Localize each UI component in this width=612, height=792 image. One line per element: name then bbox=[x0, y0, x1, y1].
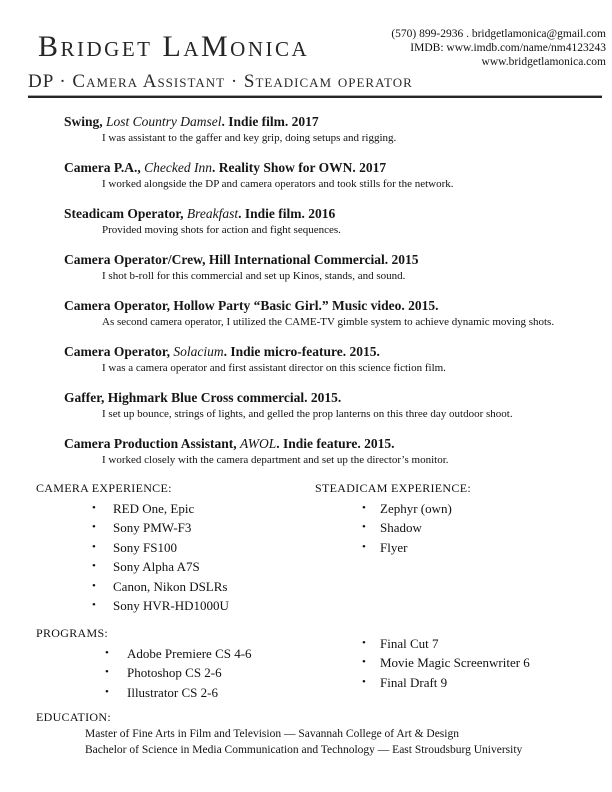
steadicam-experience-label: STEADICAM EXPERIENCE: bbox=[315, 480, 471, 495]
bullet-icon: • bbox=[362, 501, 366, 514]
list-item bbox=[36, 644, 315, 664]
camera-experience-label: CAMERA EXPERIENCE: bbox=[36, 480, 172, 495]
experience-entry bbox=[64, 251, 567, 284]
entry-description: I worked closely with the camera department and set up the director’s monitor. bbox=[102, 453, 449, 466]
bullet-icon: • bbox=[105, 646, 109, 659]
list-item-label: Final Draft 9 bbox=[380, 674, 448, 690]
header-divider bbox=[28, 95, 602, 98]
entry-description: I worked alongside the DP and camera operators and took stills for the network. bbox=[102, 177, 454, 190]
entry-title-text: Camera Production Assistant, bbox=[64, 435, 241, 451]
bullet-icon: • bbox=[105, 685, 109, 698]
list-item bbox=[36, 596, 315, 616]
list-item bbox=[315, 499, 612, 519]
list-item-label: Shadow bbox=[380, 520, 422, 536]
bullet-icon: • bbox=[362, 636, 366, 649]
list-item-label: Sony HVR-HD1000U bbox=[113, 598, 229, 614]
list-item-label: Movie Magic Screenwriter 6 bbox=[380, 655, 530, 671]
list-item bbox=[36, 663, 315, 683]
list-item bbox=[315, 653, 612, 673]
entry-title-text: Camera Operator, bbox=[64, 343, 174, 359]
contact-phone-email: (570) 899-2936 . bridgetlamonica@gmail.com bbox=[391, 28, 606, 40]
entry-description: I was assistant to the gaffer and key grip, doing setups and rigging. bbox=[102, 131, 397, 144]
contact-imdb-url: IMDB: www.imdb.com/name/nm4123243 bbox=[410, 42, 606, 54]
entry-description: I set up bounce, strings of lights, and gelled the prop lanterns on this three day outdoor shoot. bbox=[102, 407, 513, 420]
list-item-label: Canon, Nikon DSLRs bbox=[113, 578, 228, 594]
bullet-icon: • bbox=[92, 540, 96, 553]
list-item-label: Sony FS100 bbox=[113, 539, 177, 555]
list-item bbox=[315, 538, 612, 558]
entry-title bbox=[64, 205, 567, 222]
entry-description: Provided moving shots for action and fight sequences. bbox=[102, 223, 341, 236]
bullet-icon: • bbox=[92, 599, 96, 612]
entry-title-work-name: Lost Country Damsel bbox=[106, 113, 222, 129]
entry-title bbox=[64, 343, 567, 360]
entry-title-text: . Indie film. 2016 bbox=[238, 205, 336, 221]
programs-right-column bbox=[315, 635, 612, 693]
list-item bbox=[36, 518, 315, 538]
bullet-icon: • bbox=[92, 560, 96, 573]
experience-entry bbox=[64, 389, 567, 422]
entry-title-text: Camera Operator, Hollow Party “Basic Girl.” Music video. 2015. bbox=[64, 297, 439, 313]
entry-title-work-name: AWOL bbox=[240, 435, 277, 451]
list-item-label: RED One, Epic bbox=[113, 500, 195, 516]
bullet-icon: • bbox=[362, 675, 366, 688]
bullet-icon: • bbox=[105, 666, 109, 679]
list-item bbox=[315, 634, 612, 654]
entry-title-text: Swing, bbox=[64, 113, 107, 129]
entry-title bbox=[64, 251, 567, 268]
contact-website-url: www.bridgetlamonica.com bbox=[481, 56, 606, 68]
entry-description: I was a camera operator and first assistant director on this science fiction film. bbox=[102, 361, 446, 374]
entry-description: I shot b-roll for this commercial and set up Kinos, stands, and sound. bbox=[102, 269, 406, 282]
education-label: EDUCATION: bbox=[36, 710, 111, 725]
programs-section bbox=[0, 626, 612, 703]
camera-experience-column bbox=[36, 481, 315, 616]
experience-entry bbox=[64, 159, 567, 192]
experience-entry bbox=[64, 343, 567, 376]
entry-title bbox=[64, 435, 567, 452]
entry-title-work-name: Breakfast bbox=[186, 205, 239, 221]
experience-entry bbox=[64, 205, 567, 238]
list-item bbox=[315, 673, 612, 693]
steadicam-experience-column bbox=[315, 481, 612, 558]
entry-description: As second camera operator, I utilized the CAME-TV gimble system to achieve dynamic moving shots. bbox=[102, 315, 555, 328]
programs-right-list bbox=[315, 634, 612, 693]
list-item-label: Illustrator CS 2-6 bbox=[127, 684, 218, 700]
entry-title-text: . Reality Show for OWN. 2017 bbox=[211, 159, 387, 175]
bullet-icon: • bbox=[362, 656, 366, 669]
list-item bbox=[85, 743, 612, 759]
programs-left-column bbox=[36, 641, 315, 703]
person-name: Bridget LaMonica bbox=[38, 30, 310, 63]
bullet-icon: • bbox=[92, 501, 96, 514]
list-item-label: Flyer bbox=[380, 539, 408, 555]
list-item-label: Bachelor of Science in Media Communication and Technology — East Stroudsburg University bbox=[85, 743, 523, 756]
list-item-label: Final Cut 7 bbox=[380, 635, 439, 651]
contact-block bbox=[391, 27, 606, 69]
list-item-label: Sony PMW-F3 bbox=[113, 520, 192, 536]
bullet-icon: • bbox=[92, 579, 96, 592]
entry-title-work-name: Checked Inn bbox=[144, 159, 212, 175]
resume-header bbox=[0, 0, 612, 98]
programs-left-list bbox=[36, 644, 315, 703]
entry-title-text: . Indie film. 2017 bbox=[221, 113, 319, 129]
list-item bbox=[36, 557, 315, 577]
experience-entry bbox=[64, 297, 567, 330]
professional-titles: DP · Camera Assistant · Steadicam operator bbox=[28, 71, 413, 92]
entry-title-text: Camera Operator/Crew, Hill International Commercial. 2015 bbox=[64, 251, 419, 267]
experience-entry bbox=[64, 113, 567, 146]
list-item-label: Sony Alpha A7S bbox=[113, 559, 200, 575]
entry-title-text: Camera P.A., bbox=[64, 159, 145, 175]
steadicam-experience-list bbox=[315, 499, 612, 558]
education-list bbox=[85, 727, 612, 758]
list-item bbox=[36, 538, 315, 558]
list-item-label: Zephyr (own) bbox=[380, 500, 452, 516]
list-item-label: Photoshop CS 2-6 bbox=[127, 665, 222, 681]
bullet-icon: • bbox=[362, 540, 366, 553]
entry-title bbox=[64, 389, 567, 406]
entry-title bbox=[64, 159, 567, 176]
experience-entry bbox=[64, 435, 567, 468]
entry-title-text: Gaffer, Highmark Blue Cross commercial. 2015. bbox=[64, 389, 342, 405]
programs-label: PROGRAMS: bbox=[36, 625, 109, 640]
education-section bbox=[0, 710, 612, 758]
list-item bbox=[36, 577, 315, 597]
list-item bbox=[85, 727, 612, 743]
camera-experience-list bbox=[36, 499, 315, 616]
list-item-label: Master of Fine Arts in Film and Television — Savannah College of Art & Design bbox=[85, 728, 459, 741]
entry-title bbox=[64, 113, 567, 130]
bullet-icon: • bbox=[92, 521, 96, 534]
entry-title-work-name: Solacium bbox=[173, 343, 224, 359]
entry-title bbox=[64, 297, 567, 314]
entry-title-text: Steadicam Operator, bbox=[64, 205, 187, 221]
entry-title-text: . Indie feature. 2015. bbox=[276, 435, 395, 451]
list-item bbox=[36, 683, 315, 703]
equipment-experience-section bbox=[0, 481, 612, 616]
experience-list bbox=[64, 113, 567, 468]
bullet-icon: • bbox=[362, 521, 366, 534]
list-item bbox=[36, 499, 315, 519]
list-item bbox=[315, 518, 612, 538]
list-item-label: Adobe Premiere CS 4-6 bbox=[127, 645, 252, 661]
entry-title-text: . Indie micro-feature. 2015. bbox=[223, 343, 380, 359]
